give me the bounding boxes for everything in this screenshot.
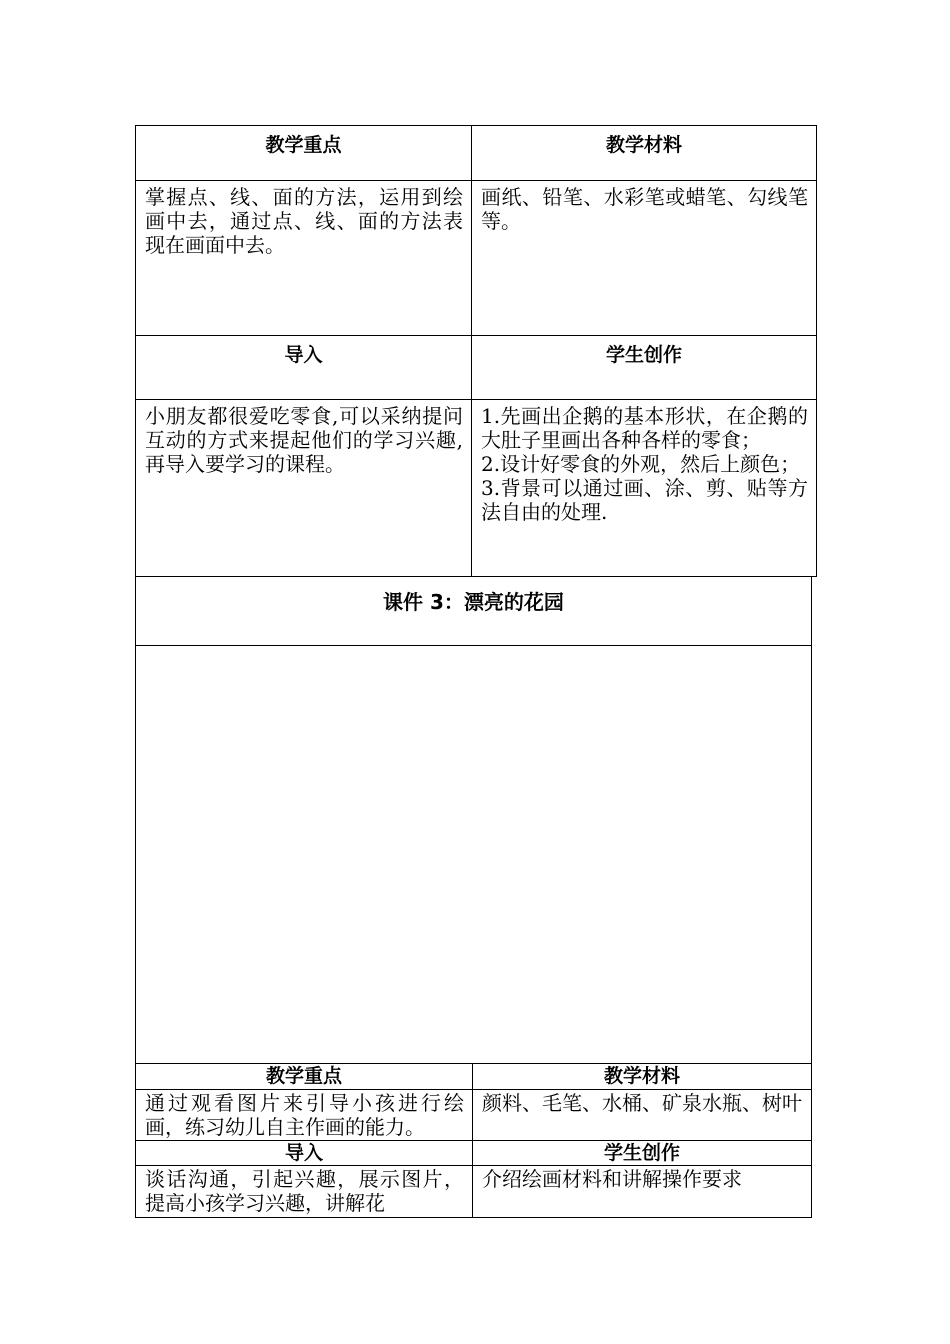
course-section bbox=[135, 576, 812, 1063]
lesson-table-1 bbox=[135, 125, 817, 577]
teaching-materials-text: 画纸、铅笔、水彩笔或蜡笔、勾线笔等。 bbox=[472, 181, 817, 336]
creation-step-2: 2.设计好零食的外观，然后上颜色； bbox=[481, 452, 801, 476]
header-teaching-focus-2: 教学重点 bbox=[136, 1064, 473, 1090]
course-title: 课件 3：漂亮的花园 bbox=[136, 576, 811, 646]
teaching-materials-text-2: 颜料、毛笔、水桶、矿泉水瓶、树叶 bbox=[473, 1090, 812, 1141]
header-teaching-materials-2: 教学材料 bbox=[473, 1064, 812, 1090]
teaching-focus-text: 掌握点、线、面的方法，运用到绘画中去，通过点、线、面的方法表现在画面中去。 bbox=[136, 181, 472, 336]
introduction-text: 小朋友都很爱吃零食,可以采纳提问互动的方式来提起他们的学习兴趣,再导入要学习的课程。 bbox=[136, 400, 472, 577]
header-student-creation-2: 学生创作 bbox=[473, 1141, 812, 1166]
header-introduction: 导入 bbox=[136, 336, 472, 400]
creation-step-3: 3.背景可以通过画、涂、剪、贴等方法自由的处理. bbox=[481, 476, 808, 524]
student-creation-text-2: 介绍绘画材料和讲解操作要求 bbox=[473, 1166, 812, 1218]
teaching-focus-text-2: 通过观看图片来引导小孩进行绘画，练习幼儿自主作画的能力。 bbox=[136, 1090, 473, 1141]
creation-step-1: 1.先画出企鹅的基本形状，在企鹅的大肚子里画出各种各样的零食； bbox=[481, 404, 808, 452]
header-teaching-focus: 教学重点 bbox=[136, 126, 472, 181]
student-creation-text bbox=[472, 400, 817, 577]
header-introduction-2: 导入 bbox=[136, 1141, 473, 1166]
header-student-creation: 学生创作 bbox=[472, 336, 817, 400]
lesson-table-2 bbox=[135, 1063, 812, 1218]
introduction-text-2: 谈话沟通，引起兴趣，展示图片，提高小孩学习兴趣，讲解花 bbox=[136, 1166, 473, 1218]
header-teaching-materials: 教学材料 bbox=[472, 126, 817, 181]
